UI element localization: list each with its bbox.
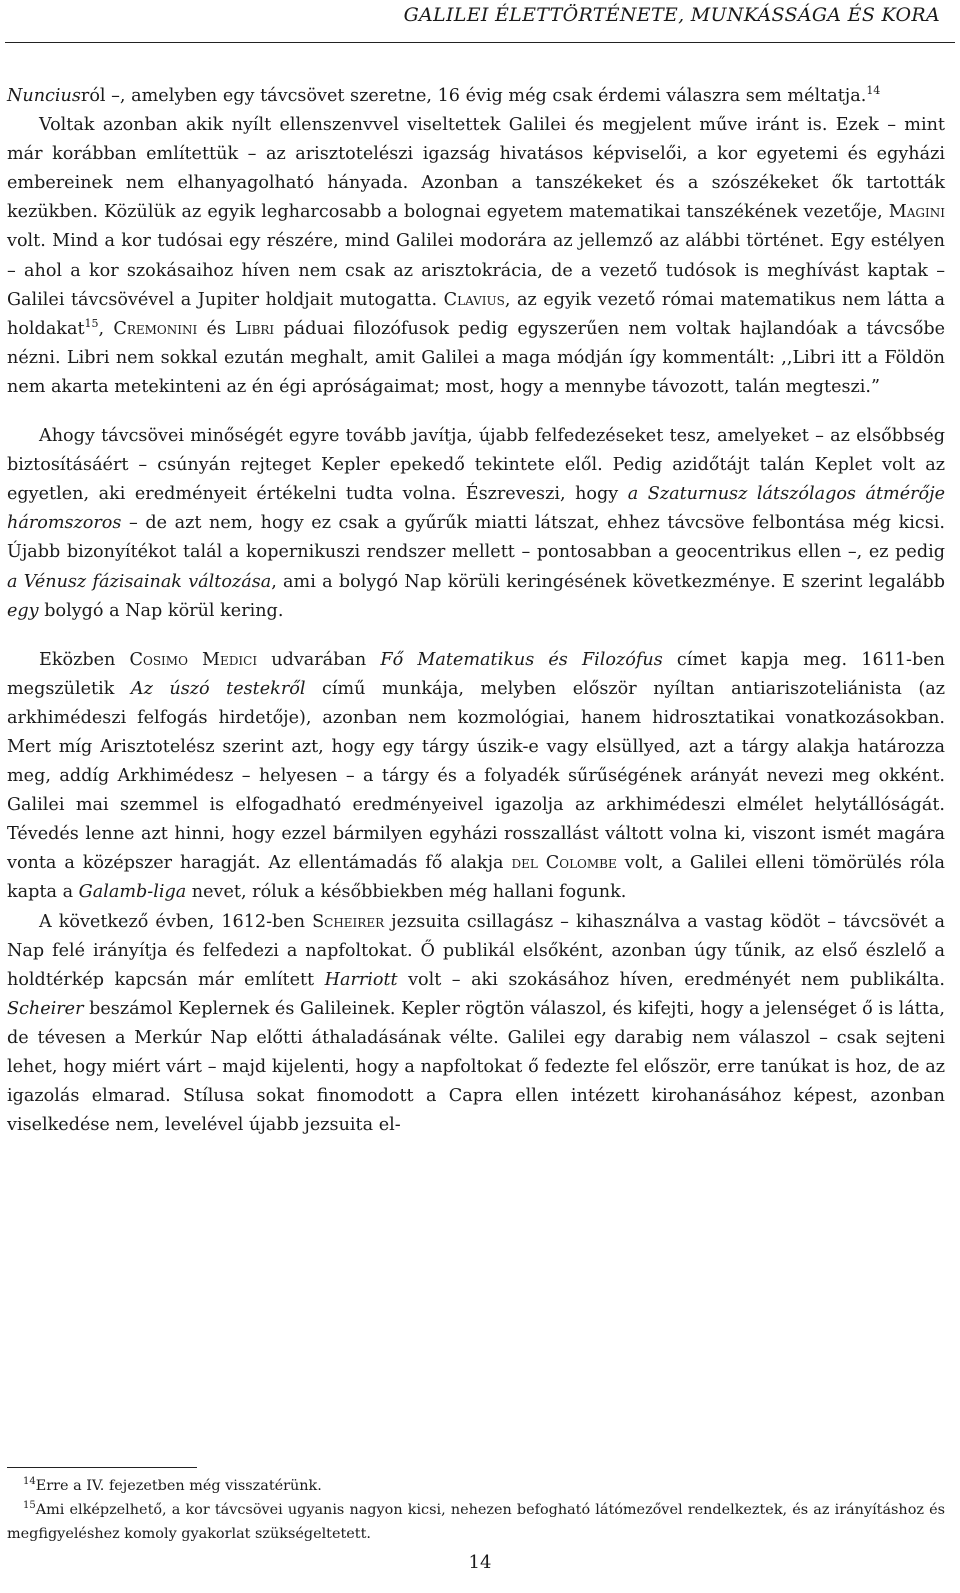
name-libri: Libri — [235, 318, 275, 339]
paragraph-1 — [7, 82, 945, 111]
emphasis-szaturnusz: a Szaturnusz látszólagos átmérője háromszoros — [7, 484, 946, 534]
page-number: 14 — [468, 1552, 492, 1573]
footnote-number: 15 — [23, 1500, 36, 1511]
footnote-rule — [7, 1467, 197, 1468]
text-run: ról –, amelyben egy távcsövet szeretne, 16 évig még csak érdemi válaszra sem méltatja. — [80, 86, 867, 106]
paragraph-2 — [7, 111, 945, 402]
emphasis-venusz: a Vénusz fázisainak változása — [7, 571, 272, 592]
header-rule — [5, 42, 955, 43]
footnote-ref-15[interactable]: 15 — [84, 316, 99, 330]
footnote-15 — [7, 1498, 945, 1546]
text-run: Eközben — [39, 649, 130, 670]
text-run: címet kapja meg. 1611-ben megszületik — [7, 649, 945, 699]
running-header: GALILEI ÉLETTÖRTÉNETE, MUNKÁSSÁGA ÉS KORA — [403, 4, 940, 26]
emphasis-book-title: Az úszó testekről — [130, 678, 306, 699]
name-del-colombe: del Colombe — [511, 853, 617, 874]
emphasis-harriott: Harriott — [324, 969, 398, 990]
text-run: jezsuita csillagász – kihasználva a vastag ködöt – távcsövét a Nap felé irányítja és felfedezi a napfoltokat. Ő publikál elsőként, azonban úgy tűnik, az első észlelő a holdtérkép kapcsán már említett — [7, 911, 945, 990]
text-run: Voltak azonban akik nyílt ellenszenvvel viseltettek Galilei és megjelent műve iránt is. Ezek – mint már korábban említettük – az arisztotelészi igazság hivatásos képviselői, a kor egyetemi és egyházi embereinek nem elhanyagolható hányada. Azonban a tanszékeket és a szószékeket ők tartották kezükben. Közülük az egyik legharcosabb a bolognai egyetem matematikai tanszékének vezetője, — [7, 115, 945, 223]
name-clavius: Clavius — [443, 289, 505, 310]
text-run: nevet, róluk a későbbiekben még hallani fogunk. — [186, 882, 627, 903]
text-run: Ahogy távcsövei minőségét egyre tovább javítja, újabb felfedezéseket tesz, amelyeket – az elsőbbség biztosításáért – csúnyán rejteget Kepler epekedő tekintete elől. Pedig azidőtájt talán Keplet volt az egyetlen, aki eredményeit értékelni tudta volna. Észreveszi, hogy — [7, 426, 945, 505]
paragraph-4 — [7, 646, 945, 908]
emphasis-title: Fő Matematikus és Filozófus — [380, 649, 663, 670]
text-run: és — [197, 318, 236, 339]
paragraph-5 — [7, 908, 945, 1141]
emphasis-nuncius: Nuncius — [7, 86, 81, 106]
text-run: volt, a Galilei elleni tömörülés róla kapta a — [7, 853, 946, 903]
text-run: A következő évben, 1612-ben — [39, 911, 313, 932]
footnote-14 — [7, 1474, 945, 1498]
footnote-number: 14 — [23, 1476, 36, 1487]
emphasis-egy: egy — [7, 600, 39, 621]
text-run: volt – aki szokásához híven, eredményét nem publikálta. — [397, 969, 945, 990]
text-run: páduai filozófusok pedig egyszerűen nem voltak hajlandóak a távcsőbe nézni. Libri nem sokkal ezután meghalt, amit Galilei a maga módján így kommentált: ,,Libri itt a Földön nem akarta metekinteni az én égi apróságaimat; most, hogy a mennybe távozott, talán megteszi.” — [7, 318, 945, 397]
name-scheirer: Scheirer — [312, 911, 385, 932]
name-magini: Magini — [888, 202, 945, 223]
footnotes — [7, 1474, 945, 1546]
text-run: című munkája, melyben először nyíltan antiariszoteliánista (az arkhimédeszi felfogás hirdetője), azonban nem kozmológiai, hanem hidrosztatikai vonatkozásokban. Mert míg Arisztotelész szerint azt, hogy egy tárgy úszik-e vagy elsüllyed, azt a tárgy alakja határozza meg, addíg Arkhimédesz – helyesen – a tárgy és a folyadék sűrűségének arányát nevezi meg okként. Galilei mai szemmel is elfogadható eredményeivel igazolja az arkhimédeszi elmélet helytállóságát. Tévedés lenne azt hinni, hogy ezzel bármilyen egyházi rosszallást váltott volna ki, viszont ismét magára vonta a középszer haragját. Az ellentámadás fő alakja — [7, 678, 945, 874]
name-cremonini: Cremonini — [113, 318, 198, 339]
footnote-text: Erre a IV. fejezetben még visszatérünk. — [35, 1478, 322, 1494]
emphasis-scheirer: Scheirer — [7, 998, 84, 1019]
footnote-text: Ami elképzelhető, a kor távcsövei ugyanis nagyon kicsi, nehezen befogható látómezővel rendelkeztek, és az irányításhoz és megfigyeléshez komoly gyakorlat szükségeltetett. — [7, 1502, 945, 1542]
paragraph-3 — [7, 422, 945, 626]
text-run: bolygó a Nap körül kering. — [38, 600, 284, 621]
emphasis-galamb-liga: Galamb-liga — [78, 882, 187, 903]
text-run: , — [98, 318, 114, 339]
text-run: beszámol Keplernek és Galileinek. Kepler rögtön válaszol, és kifejti, hogy a jelenséget ő is látta, de tévesen a Merkúr Nap előtti áthaladásának vélte. Galilei egy darabig nem válaszol – csak sejteni lehet, hogy miért várt – majd kijelenti, hogy a napfoltokat ő fedezte fel először, erre tanúkat is hoz, de az igazolás elmarad. Stílusa sokat finomodott a Capra ellen intézett kirohanásához képest, azonban viselkedése nem, levelével újabb jezsuita el- — [7, 998, 945, 1136]
body-text — [7, 82, 945, 1140]
text-run: , ami a bolygó Nap körüli keringésének következménye. E szerint legalább — [271, 571, 946, 592]
text-run: – de azt nem, hogy ez csak a gyűrűk miatti látszat, ehhez távcsöve felbontása még kicsi. Újabb bizonyítékot talál a kopernikuszi rendszer mellett – pontosabban a geocentrikus ellen –, ez pedig — [7, 513, 945, 563]
text-run: udvarában — [257, 649, 381, 670]
text-run: , az egyik vezető római matematikus nem látta a holdakat — [7, 289, 945, 339]
text-run: volt. Mind a kor tudósai egy részére, mind Galilei modorára az jellemző az alábbi történet. Egy estélyen – ahol a kor szokásaihoz híven nem csak az arisztokrácia, de a vezető tudósok is meghívást kaptak – Galilei távcsövével a Jupiter holdjait mutogatta. — [7, 231, 945, 310]
footnote-ref-14[interactable]: 14 — [866, 84, 881, 97]
name-cosimo-medici: Cosimo Medici — [129, 649, 258, 670]
